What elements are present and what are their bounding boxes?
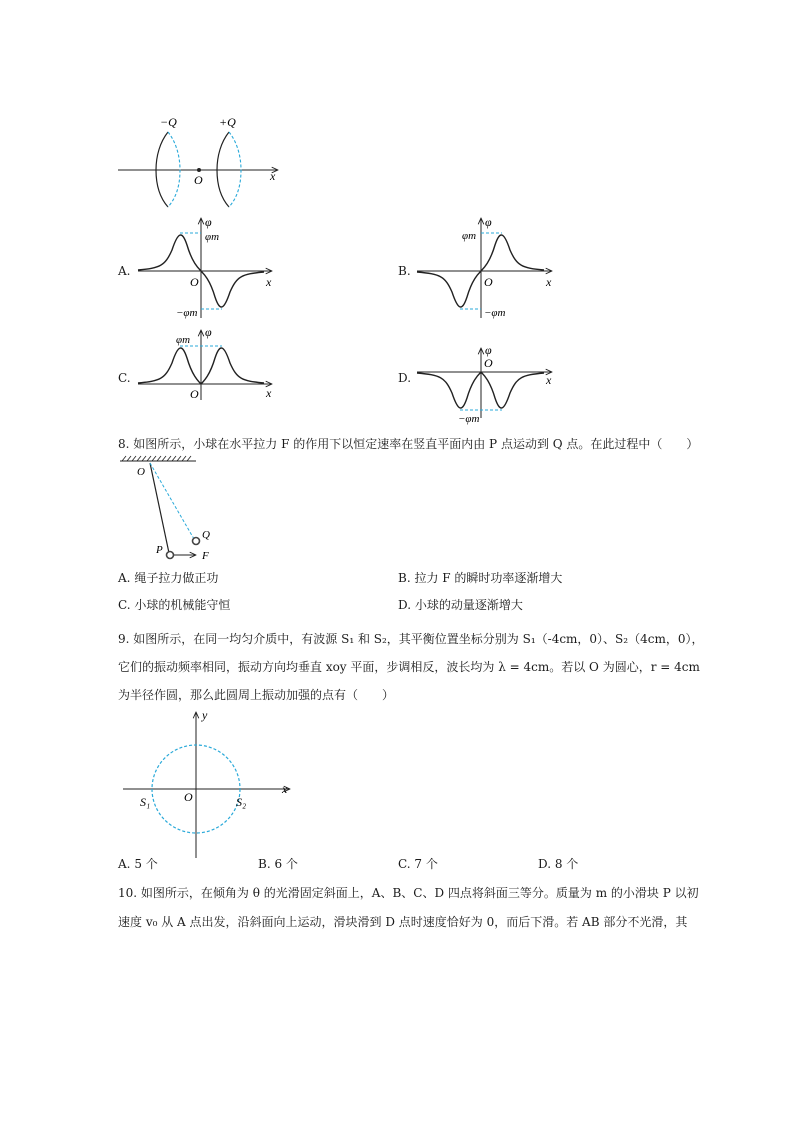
d-neg-phim: −φm: [458, 413, 480, 425]
neg-q-label: −Q: [160, 115, 177, 129]
q10-line1-text: 如图所示，在倾角为 θ 的光滑固定斜面上，A、B、C、D 四点将斜面三等分。质量为 m 的小滑块 P 以初: [140, 886, 699, 900]
c-origin: O: [190, 387, 199, 401]
option-d-letter: D.: [398, 371, 412, 385]
label-o: O: [184, 790, 193, 804]
pos-q-label: +Q: [219, 115, 236, 129]
q9-number: 9.: [118, 632, 130, 646]
b-neg-phim: −φm: [484, 307, 506, 319]
label-p: P: [156, 544, 163, 556]
b-phim: φm: [462, 230, 477, 242]
b-origin: O: [484, 275, 493, 289]
q9-option-a: A. 5 个: [118, 857, 158, 871]
q8-option-b: B. 拉力 F 的瞬时功率逐渐增大: [398, 571, 563, 585]
label-s2: S₂: [236, 795, 247, 809]
a-origin: O: [190, 275, 199, 289]
label-f: F: [202, 550, 209, 562]
label-s1: S₁: [140, 795, 151, 809]
c-x: x: [266, 386, 272, 400]
d-phi: φ: [485, 343, 492, 357]
d-origin: O: [484, 356, 493, 370]
x-axis-label: x: [270, 169, 276, 183]
b-x: x: [546, 275, 552, 289]
d-x: x: [546, 373, 552, 387]
q8-option-a: A. 绳子拉力做正功: [118, 571, 219, 585]
q9-line3: 为半径作圆，那么此圆周上振动加强的点有（ ）: [118, 688, 395, 702]
q9-option-d: D. 8 个: [538, 857, 579, 871]
label-y: y: [202, 708, 208, 722]
q9-line1-text: 如图所示，在同一均匀介质中，有波源 S₁ 和 S₂，其平衡位置坐标分别为 S₁（-4cm，0）、S₂（4cm，0），: [133, 632, 704, 646]
label-q: Q: [202, 529, 210, 541]
a-x: x: [266, 275, 272, 289]
label-o: O: [137, 466, 145, 478]
c-phi: φ: [205, 325, 212, 339]
q10-number: 10.: [118, 886, 138, 900]
q8-stem-text: 如图所示，小球在水平拉力 F 的作用下以恒定速率在竖直平面内由 P 点运动到 Q 点。在此过程中（ ）: [133, 437, 699, 451]
a-neg-phim: −φm: [176, 307, 198, 319]
a-phi: φ: [205, 215, 212, 229]
q10-line2: 速度 v₀ 从 A 点出发，沿斜面向上运动，滑块滑到 D 点时速度恰好为 0，而后下滑。若 AB 部分不光滑，其: [118, 915, 688, 929]
q8-option-c: C. 小球的机械能守恒: [118, 598, 231, 612]
b-phi: φ: [485, 215, 492, 229]
q8-number: 8.: [118, 437, 130, 451]
option-c-letter: C.: [118, 371, 131, 385]
origin-label: O: [194, 173, 203, 187]
a-phim: φm: [205, 231, 220, 243]
q9-option-b: B. 6 个: [258, 857, 298, 871]
q8-option-d: D. 小球的动量逐渐增大: [398, 598, 523, 612]
q10-line1: [118, 885, 699, 901]
c-phim: φm: [176, 334, 191, 346]
label-x: x: [282, 782, 288, 796]
q9-option-c: C. 7 个: [398, 857, 438, 871]
option-b-letter: B.: [398, 264, 411, 278]
q9-line2: 它们的振动频率相同，振动方向均垂直 xoy 平面，步调相反，波长均为 λ = 4cm。若以 O 为圆心，r = 4cm: [118, 660, 700, 674]
option-a-letter: A.: [118, 264, 131, 278]
